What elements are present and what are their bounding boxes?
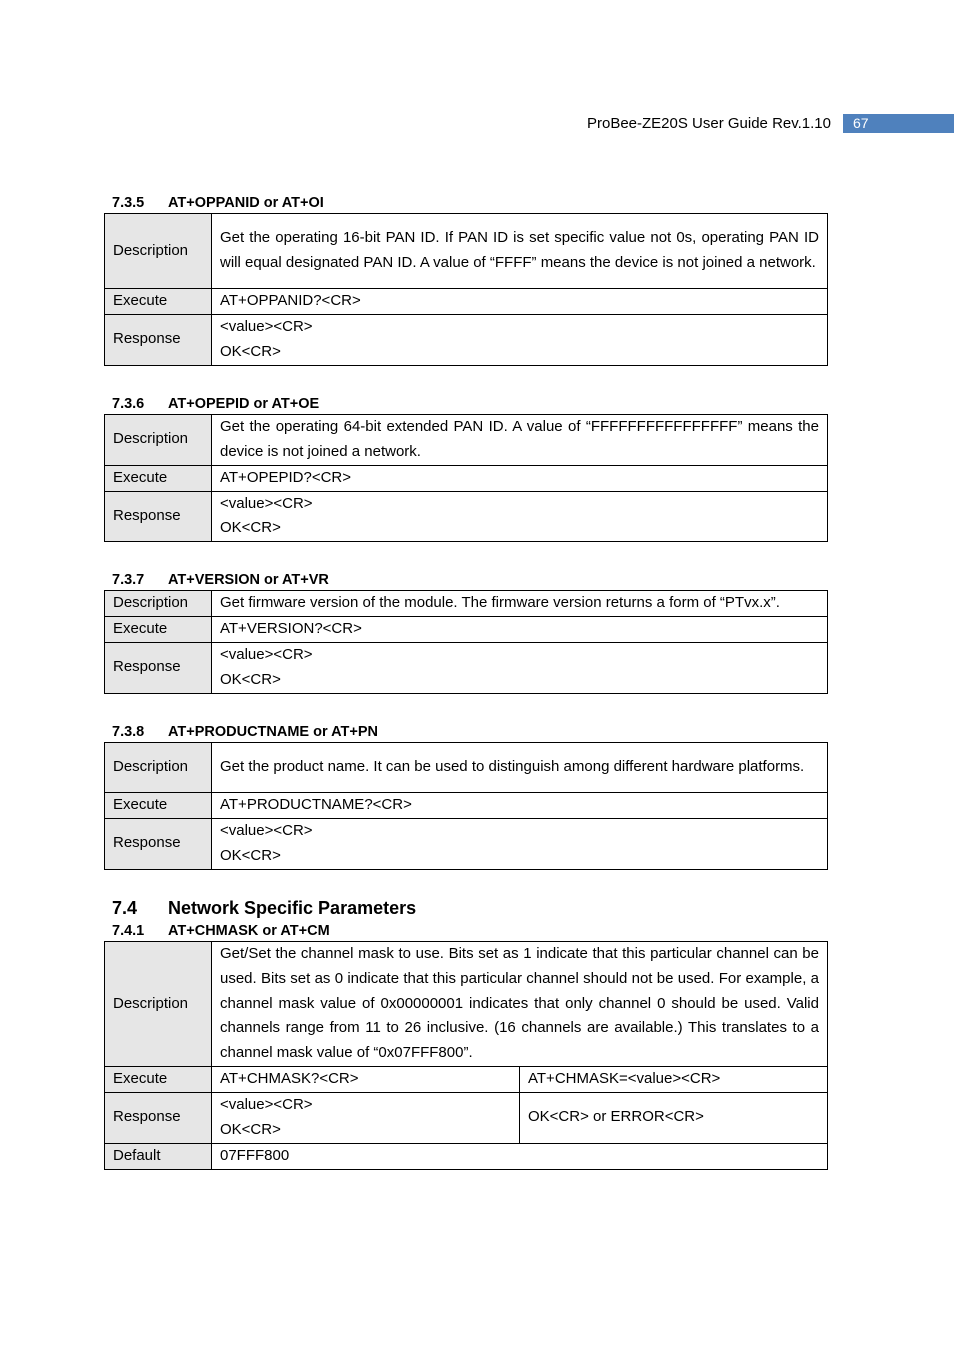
description-text: Get the operating 16-bit PAN ID. If PAN ID is set specific value not 0s, operating PAN ID will equal designated PAN ID. A value of “FFFF” means the device is not joined a network. — [212, 214, 828, 289]
row-label: Execute — [105, 465, 212, 491]
row-label: Description — [105, 591, 212, 617]
row-label: Description — [105, 415, 212, 466]
section-7-3-6 — [104, 394, 828, 542]
row-label: Execute — [105, 793, 212, 819]
description-row — [105, 591, 828, 617]
response-line: <value><CR> — [220, 318, 313, 335]
execute-row — [105, 289, 828, 315]
section-title: AT+PRODUCTNAME or AT+PN — [168, 724, 378, 740]
response-line: OK<CR> — [220, 342, 281, 360]
section-number: 7.3.6 — [112, 396, 145, 412]
response-line: OK<CR> — [220, 519, 281, 537]
row-label: Response — [105, 491, 212, 542]
section-heading — [104, 722, 828, 742]
response-row — [105, 315, 828, 366]
description-text: Get/Set the channel mask to use. Bits set as 1 indicate that this particular channel can be used. Bits set as 0 indicate that this particular channel should not be used. For example, a channel mask value of 0x00000001 indicates that only channel 0 should be used. Valid channels range from 11 to 26 inclusive. (16 channels are available.) This translates to a channel mask value of “0x07FFF800”. — [212, 942, 828, 1067]
execute-command: AT+PRODUCTNAME?<CR> — [212, 793, 828, 819]
default-row — [105, 1143, 828, 1169]
section-7-3-8 — [104, 722, 828, 870]
row-label: Response — [105, 315, 212, 366]
response-row — [105, 491, 828, 542]
response-line: OK<CR> — [220, 670, 281, 688]
execute-set-command: AT+CHMASK=<value><CR> — [520, 1066, 828, 1092]
section-title: Network Specific Parameters — [168, 898, 417, 918]
execute-command: AT+OPPANID?<CR> — [212, 289, 828, 315]
response-line: OK<CR> — [220, 1120, 281, 1138]
row-label: Response — [105, 1092, 212, 1143]
execute-row — [105, 1066, 828, 1092]
execute-command: AT+VERSION?<CR> — [212, 617, 828, 643]
response-line: <value><CR> — [220, 822, 313, 839]
default-value: 07FFF800 — [212, 1143, 828, 1169]
section-heading — [104, 193, 828, 213]
row-label: Description — [105, 743, 212, 793]
description-row — [105, 743, 828, 793]
execute-command: AT+OPEPID?<CR> — [212, 465, 828, 491]
description-text: Get the operating 64-bit extended PAN ID. A value of “FFFFFFFFFFFFFFFF” means the device is not joined a network. — [212, 415, 828, 466]
section-7-3-5 — [104, 193, 828, 366]
response-line: OK<CR> — [220, 846, 281, 864]
section-title: AT+CHMASK or AT+CM — [168, 923, 330, 939]
section-heading — [104, 394, 828, 414]
command-table — [104, 941, 828, 1170]
section-title: AT+OPEPID or AT+OE — [168, 396, 320, 412]
response-text — [212, 819, 828, 870]
section-heading — [104, 921, 828, 941]
command-table — [104, 590, 828, 694]
command-table — [104, 414, 828, 542]
response-text — [212, 491, 828, 542]
row-label: Response — [105, 642, 212, 693]
response-text — [212, 642, 828, 693]
response-row — [105, 642, 828, 693]
row-label: Description — [105, 214, 212, 289]
section-number: 7.3.7 — [112, 572, 145, 588]
response-line: <value><CR> — [220, 494, 313, 512]
row-label: Response — [105, 819, 212, 870]
response-text — [212, 315, 828, 366]
execute-row — [105, 793, 828, 819]
section-number: 7.3.8 — [112, 724, 145, 740]
section-7-4 — [104, 895, 828, 1170]
section-title: AT+VERSION or AT+VR — [168, 572, 329, 588]
description-text: Get firmware version of the module. The firmware version returns a form of “PTvx.x”. — [212, 591, 828, 617]
response-set-text: OK<CR> or ERROR<CR> — [520, 1092, 828, 1143]
document-title: ProBee-ZE20S User Guide Rev.1.10 — [586, 115, 831, 132]
section-title: AT+OPPANID or AT+OI — [168, 195, 324, 211]
page-header — [587, 114, 954, 133]
execute-row — [105, 617, 828, 643]
row-label: Description — [105, 942, 212, 1067]
section-number: 7.3.5 — [112, 195, 145, 211]
command-table — [104, 742, 828, 870]
response-line: <value><CR> — [220, 1095, 313, 1113]
description-row — [105, 214, 828, 289]
response-row — [105, 819, 828, 870]
execute-row — [105, 465, 828, 491]
row-label: Execute — [105, 1066, 212, 1092]
command-table — [104, 213, 828, 366]
response-get-text — [212, 1092, 520, 1143]
row-label: Execute — [105, 289, 212, 315]
response-row — [105, 1092, 828, 1143]
section-heading — [104, 570, 828, 590]
section-7-3-7 — [104, 570, 828, 694]
response-line: <value><CR> — [220, 646, 313, 663]
execute-get-command: AT+CHMASK?<CR> — [212, 1066, 520, 1092]
row-label: Default — [105, 1143, 212, 1169]
section-number: 7.4 — [112, 898, 138, 918]
row-label: Execute — [105, 617, 212, 643]
description-row — [105, 415, 828, 466]
description-text: Get the product name. It can be used to distinguish among different hardware platforms. — [212, 743, 828, 793]
section-number: 7.4.1 — [112, 923, 145, 939]
description-row — [105, 942, 828, 1067]
chapter-heading — [104, 895, 828, 921]
page-number: 67 — [843, 114, 954, 133]
